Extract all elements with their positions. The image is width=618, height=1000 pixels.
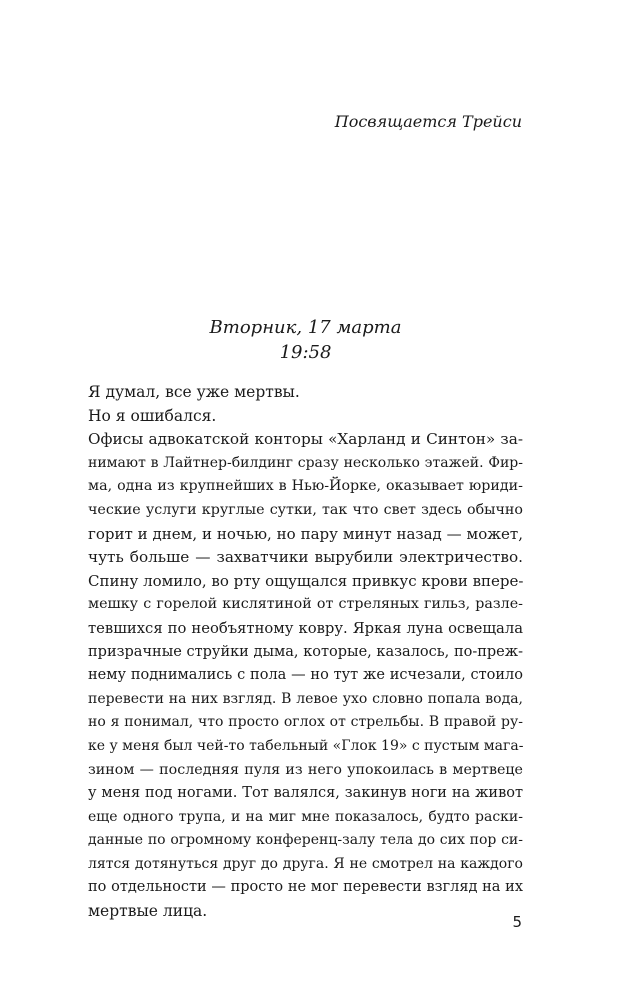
text-line: ма, одна из крупнейших в Нью-Йорке, оказывает юриди-	[88, 478, 523, 495]
text-line: зином — последняя пуля из него упокоилась в мертвеце	[88, 761, 523, 778]
text-line: перевести на них взгляд. В левое ухо словно попала вода,	[88, 690, 523, 707]
text-line: тевшихся по необъятному ковру. Яркая луна освещала	[88, 619, 523, 637]
chapter-heading	[88, 315, 523, 365]
text-line: ке у меня был чей-то табельный «Глок 19» с пустым мага-	[88, 737, 524, 754]
chapter-time: 19:58	[279, 342, 332, 363]
dedication: Посвящается Трейси	[334, 112, 522, 131]
text-line: ческие услуги круглые сутки, так что свет здесь обычно	[88, 501, 523, 518]
text-line: нему поднимались с пола — но тут же исчезали, стоило	[88, 667, 523, 684]
text-line: призрачные струйки дыма, которые, казалось, по-преж-	[88, 643, 523, 660]
text-line: Я думал, все уже мертвы.	[88, 383, 300, 401]
text-line: по отдельности — просто не мог перевести взгляд на их	[88, 879, 523, 896]
text-line: нимают в Лайтнер-билдинг сразу несколько этажей. Фир-	[88, 454, 523, 471]
text-line: у меня под ногами. Тот валялся, закинув ноги на живот	[88, 785, 523, 802]
text-line: мертвые лица.	[88, 902, 208, 921]
text-line: еще одного трупа, и на миг мне показалось, будто раски-	[88, 808, 523, 825]
text-line: горит и днем, и ночью, но пару минут назад — может,	[88, 524, 523, 543]
body-text	[88, 381, 523, 924]
text-line: лятся дотянуться друг до друга. Я не смотрел на каждого	[88, 855, 523, 872]
text-line: Офисы адвокатской конторы «Харланд и Синтон» за-	[88, 430, 523, 449]
text-line: данные по огромному конференц-залу тела до сих пор си-	[88, 832, 523, 849]
page-number: 5	[512, 913, 522, 931]
text-line: чуть больше — захватчики вырубили электричество.	[88, 548, 523, 567]
text-line: Но я ошибался.	[88, 406, 217, 425]
text-line: Спину ломило, во рту ощущался привкус крови впере-	[88, 571, 524, 590]
chapter-date: Вторник, 17 марта	[209, 317, 402, 338]
text-line: мешку с горелой кислятиной от стреляных гильз, разле-	[88, 596, 523, 613]
text-line: но я понимал, что просто оглох от стрельбы. В правой ру-	[88, 714, 523, 731]
